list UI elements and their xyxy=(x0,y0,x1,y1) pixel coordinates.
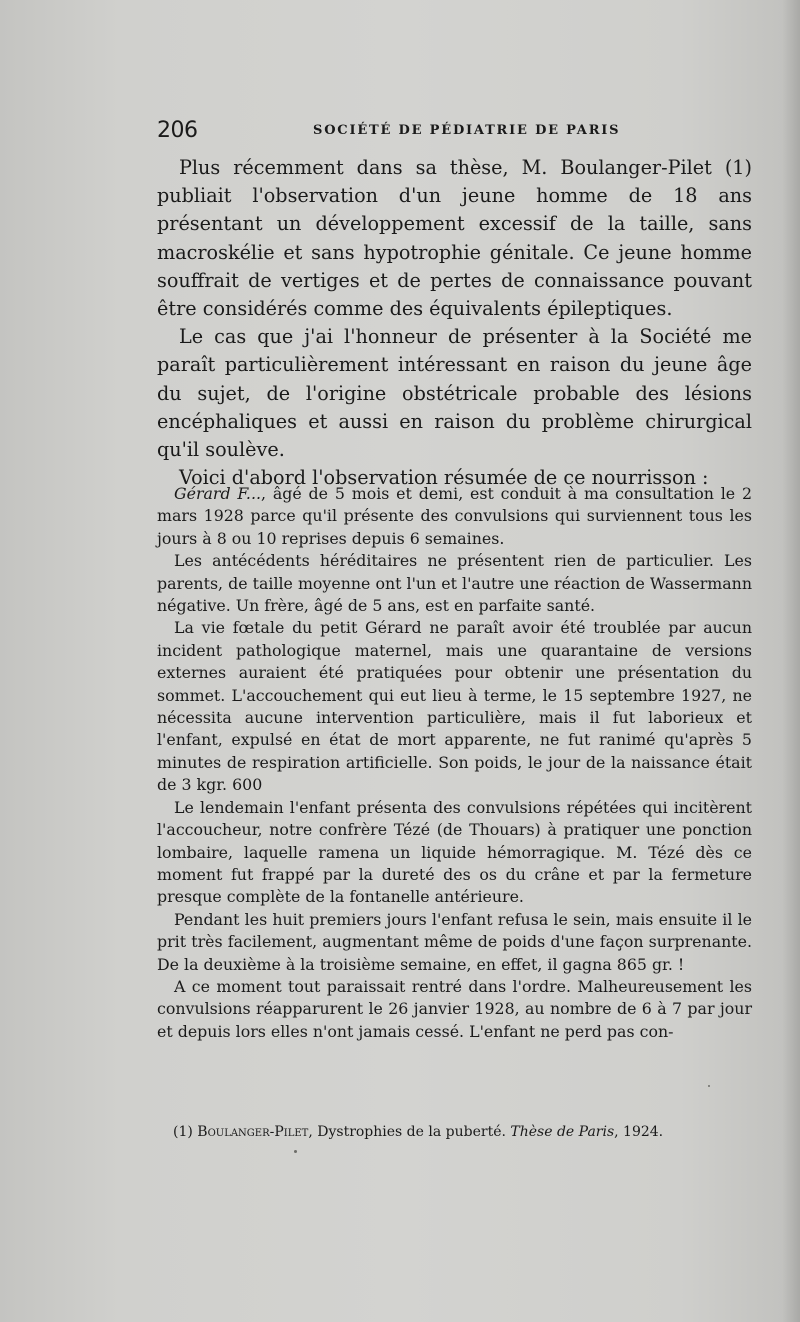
footnote xyxy=(173,1122,753,1142)
observation-paragraph: A ce moment tout paraissait rentré dans l'ordre. Malheureusement les convulsions réapparurent le 26 janvier 1928, au nombre de 6 à 7 par jour et depuis lors elles n'ont jamais cessé. L'enfant ne perd pas con- xyxy=(157,976,752,1041)
paragraph: Le cas que j'ai l'honneur de présenter à la Société me paraît particulièrement intéressant en raison du jeune âge du sujet, de l'origine obstétricale probable des lésions encéphaliques et aussi en raison du problème chirurgical qu'il soulève. xyxy=(157,325,752,462)
scan-speck xyxy=(294,1150,297,1153)
footnote-title: , Dystrophies de la puberté. xyxy=(308,1124,511,1140)
observation-intro: , âgé de 5 mois et demi, est conduit à ma consultation le 2 mars 1928 parce qu'il présente des convulsions qui surviennent tous les jours à 8 ou 10 reprises depuis 6 semaines. xyxy=(157,484,752,548)
page-header xyxy=(157,118,757,148)
patient-name: Gérard F... xyxy=(174,484,261,503)
observation-paragraph: Les antécédents héréditaires ne présentent rien de particulier. Les parents, de taille moyenne ont l'un et l'autre une réaction de Wassermann négative. Un frère, âgé de 5 ans, est en parfaite santé. xyxy=(157,551,752,616)
paragraph: Voici d'abord l'observation résumée de ce nourrisson : xyxy=(179,466,709,490)
observation-paragraph xyxy=(157,483,752,550)
running-title: SOCIÉTÉ DE PÉDIATRIE DE PARIS xyxy=(313,123,621,138)
scan-speck xyxy=(708,1085,710,1087)
footnote-author: Boulanger-Pilet xyxy=(197,1124,309,1140)
paragraph: Plus récemment dans sa thèse, M. Boulanger-Pilet (1) publiait l'observation d'un jeune homme de 18 ans présentant un développement excessif de la taille, sans macroskélie et sans hypotrophie génitale. Ce jeune homme souffrait de vertiges et de pertes de connaissance pouvant être considérés comme des équivalents épileptiques. xyxy=(157,156,752,321)
footnote-source: Thèse de Paris xyxy=(510,1124,615,1140)
footnote-year: , 1924. xyxy=(614,1124,664,1140)
main-text xyxy=(157,154,752,492)
observation-paragraph: Le lendemain l'enfant présenta des convulsions répétées qui incitèrent l'accoucheur, notre confrère Tézé (de Thouars) à pratiquer une ponction lombaire, laquelle ramena un liquide hémorragique. M. Tézé dès ce moment fut frappé par la dureté des os du crâne et par la fermeture presque complète de la fontanelle antérieure. xyxy=(157,797,752,907)
observation-text xyxy=(157,483,752,1043)
observation-paragraph: La vie fœtale du petit Gérard ne paraît avoir été troublée par aucun incident pathologique maternel, mais une quarantaine de versions externes auraient été pratiquées pour obtenir une présentation du sommet. L'accouchement qui eut lieu à terme, le 15 septembre 1927, ne nécessita aucune intervention particulière, mais il fut laborieux et l'enfant, expulsé en état de mort apparente, ne fut ranimé qu'après 5 minutes de respiration artificielle. Son poids, le jour de la naissance était de 3 kgr. 600 xyxy=(157,618,752,795)
observation-paragraph: Pendant les huit premiers jours l'enfant refusa le sein, mais ensuite il le prit très facilement, augmentant même de poids d'une façon surprenante. De la deuxième à la troisième semaine, en effet, il gagna 865 gr. ! xyxy=(157,909,752,974)
footnote-marker: (1) xyxy=(173,1124,198,1140)
page-number: 206 xyxy=(157,118,198,143)
